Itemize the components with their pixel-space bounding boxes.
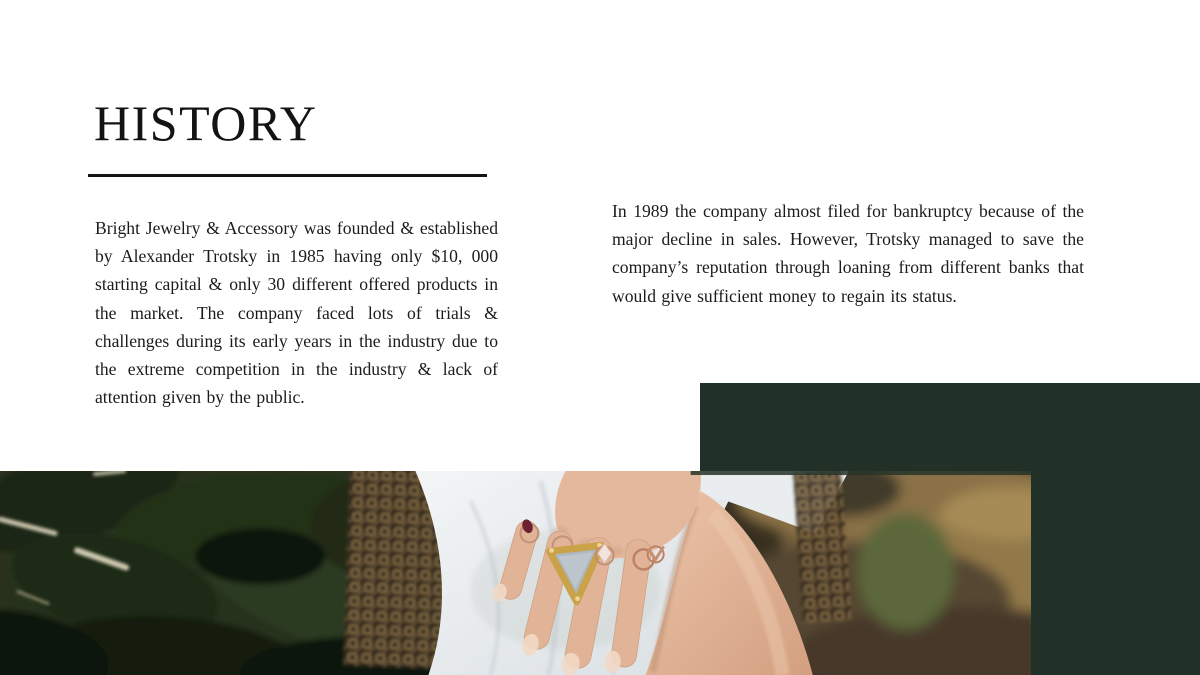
jewelry-hand-photo-art bbox=[0, 471, 1031, 675]
history-paragraph-left: Bright Jewelry & Accessory was founded & established by Alexander Trotsky in 1985 having only $10, 000 starting capital & only 30 different offered products in the market. The company faced lots of trials & challenges during its early years in the industry due to the extreme competition in the industry & lack of attention given by the public. bbox=[95, 218, 498, 408]
title-underline bbox=[88, 174, 487, 177]
jewelry-hand-photo bbox=[0, 471, 1031, 675]
page-title: HISTORY bbox=[94, 95, 318, 151]
history-paragraph-right: In 1989 the company almost filed for bankruptcy because of the major decline in sales. However, Trotsky managed to save the company’s reputation through loaning from different banks that would give sufficient money to regain its status. bbox=[612, 201, 1084, 306]
